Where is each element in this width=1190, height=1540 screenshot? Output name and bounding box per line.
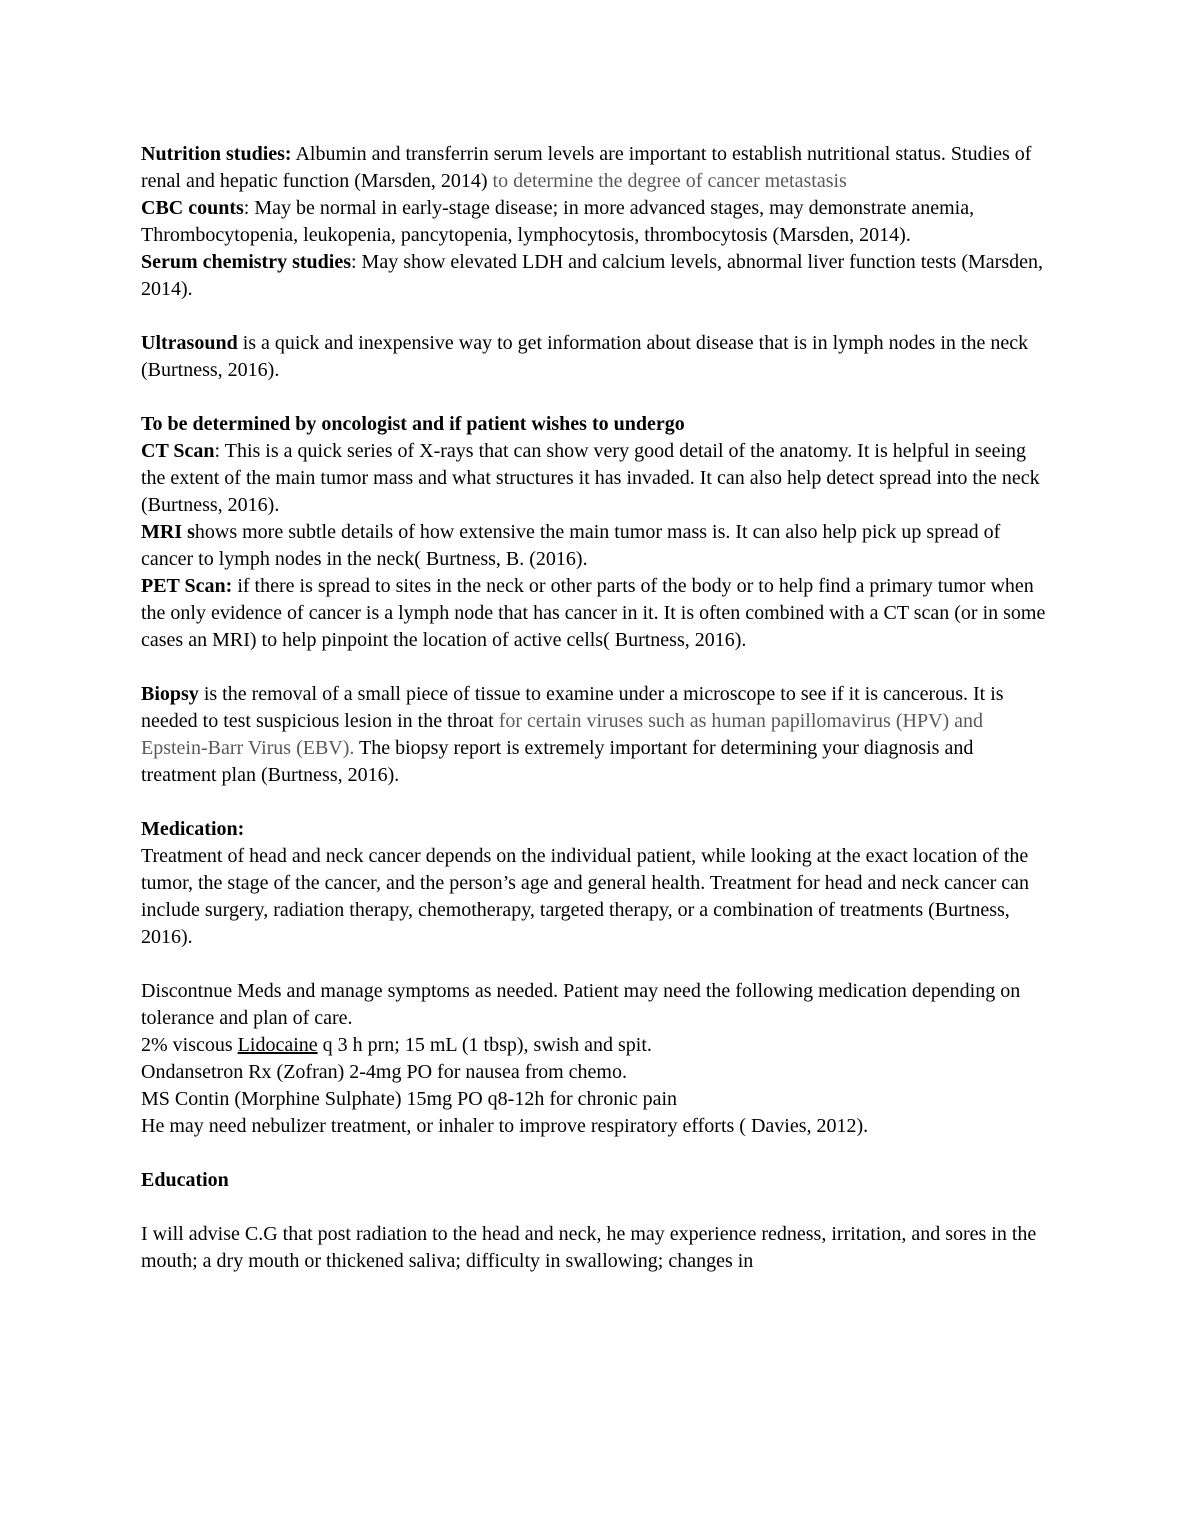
paragraph-thrombocytopenia [141, 222, 1049, 249]
blank-line [141, 384, 1049, 411]
medication-heading-label: Medication: [141, 818, 245, 840]
blank-line [141, 303, 1049, 330]
biopsy-label: Biopsy [141, 683, 199, 705]
lidocaine-pre-text: 2% viscous [141, 1034, 238, 1056]
ultrasound-label: Ultrasound [141, 332, 238, 354]
paragraph-discontinue-meds [141, 978, 1049, 1032]
heading-medication [141, 816, 1049, 843]
ms-contin-text: MS Contin (Morphine Sulphate) 15mg PO q8-12h for chronic pain [141, 1088, 678, 1110]
medication-body-text: Treatment of head and neck cancer depends on the individual patient, while looking at the exact location of the tumor, the stage of the cancer, and the person’s age and general health. Treatment for head and neck cancer can include surgery, radiation therapy, chemotherapy, targeted therapy, or a combination of treatments (Burtness, 2016). [141, 845, 1030, 948]
paragraph-ultrasound [141, 330, 1049, 384]
paragraph-lidocaine [141, 1032, 1049, 1059]
mri-text: hows more subtle details of how extensive the main tumor mass is. It can also help pick up spread of cancer to lymph nodes in the neck( Burtness, B. (2016). [141, 521, 1001, 570]
heading-oncologist-determination [141, 411, 1049, 438]
nutrition-studies-gray-text: to determine the degree of cancer metastasis [487, 170, 847, 192]
paragraph-ms-contin [141, 1086, 1049, 1113]
cbc-counts-label: CBC counts [141, 197, 244, 219]
ct-scan-text: : This is a quick series of X-rays that can show very good detail of the anatomy. It is helpful in seeing the extent of the main tumor mass and what structures it has invaded. It can also help detect spread into the neck (Burtness, 2016). [141, 440, 1040, 516]
blank-line [141, 1194, 1049, 1221]
cbc-counts-text: : May be normal in early-stage disease; in more advanced stages, may demonstrate anemia, [243, 197, 975, 219]
paragraph-nebulizer [141, 1113, 1049, 1140]
paragraph-pet-scan [141, 573, 1049, 654]
pet-scan-label: PET Scan: [141, 575, 233, 597]
biopsy-gray-text: for certain viruses such as human papillomavirus (HPV) and Epstein-Barr Virus (EBV). [141, 710, 984, 759]
oncologist-heading-label: To be determined by oncologist and if patient wishes to undergo [141, 413, 685, 435]
ondansetron-text: Ondansetron Rx (Zofran) 2-4mg PO for nausea from chemo. [141, 1061, 627, 1083]
blank-line [141, 789, 1049, 816]
paragraph-education-body [141, 1221, 1049, 1275]
thrombocytopenia-text: Thrombocytopenia, leukopenia, pancytopenia, lymphocytosis, thrombocytosis (Marsden, 2014). [141, 224, 911, 246]
blank-line [141, 1140, 1049, 1167]
nebulizer-text: He may need nebulizer treatment, or inhaler to improve respiratory efforts ( Davies, 2012). [141, 1115, 869, 1137]
mri-label: MRI s [141, 521, 195, 543]
lidocaine-drug-name: Lidocaine [237, 1034, 318, 1056]
ct-scan-label: CT Scan [141, 440, 215, 462]
biopsy-text-2: The biopsy report is extremely important for determining your diagnosis and treatment plan (Burtness, 2016). [141, 737, 974, 786]
blank-line [141, 654, 1049, 681]
paragraph-cbc-counts [141, 195, 1049, 222]
serum-chemistry-text: : May show elevated LDH and calcium levels, abnormal liver function tests (Marsden, 2014). [141, 251, 1044, 300]
education-heading-label: Education [141, 1169, 229, 1191]
paragraph-serum-chemistry [141, 249, 1049, 303]
discontinue-meds-text: Discontnue Meds and manage symptoms as needed. Patient may need the following medication depending on tolerance and plan of care. [141, 980, 1021, 1029]
nutrition-studies-label: Nutrition studies: [141, 143, 292, 165]
heading-education [141, 1167, 1049, 1194]
lidocaine-post-text: q 3 h prn; 15 mL (1 tbsp), swish and spit. [317, 1034, 652, 1056]
paragraph-nutrition-studies [141, 141, 1049, 195]
paragraph-ct-scan [141, 438, 1049, 519]
education-body-text: I will advise C.G that post radiation to the head and neck, he may experience redness, irritation, and sores in the mouth; a dry mouth or thickened saliva; difficulty in swallowing; changes in [141, 1223, 1037, 1272]
nutrition-studies-text: Albumin and transferrin serum levels are important to establish nutritional status. Studies of renal and hepatic function (Marsden, 2014) [141, 143, 1032, 192]
blank-line [141, 951, 1049, 978]
biopsy-text-1: is the removal of a small piece of tissue to examine under a microscope to see if it is cancerous. It is needed to test suspicious lesion in the throat [141, 683, 1004, 732]
paragraph-mri [141, 519, 1049, 573]
ultrasound-text: is a quick and inexpensive way to get information about disease that is in lymph nodes in the neck (Burtness, 2016). [141, 332, 1029, 381]
paragraph-biopsy [141, 681, 1049, 789]
paragraph-medication-body [141, 843, 1049, 951]
serum-chemistry-label: Serum chemistry studies [141, 251, 351, 273]
paragraph-ondansetron [141, 1059, 1049, 1086]
pet-scan-text: if there is spread to sites in the neck or other parts of the body or to help find a primary tumor when the only evidence of cancer is a lymph node that has cancer in it. It is often combined with a CT scan (or in some cases an MRI) to help pinpoint the location of active cells( Burtness, 2016). [141, 575, 1046, 651]
